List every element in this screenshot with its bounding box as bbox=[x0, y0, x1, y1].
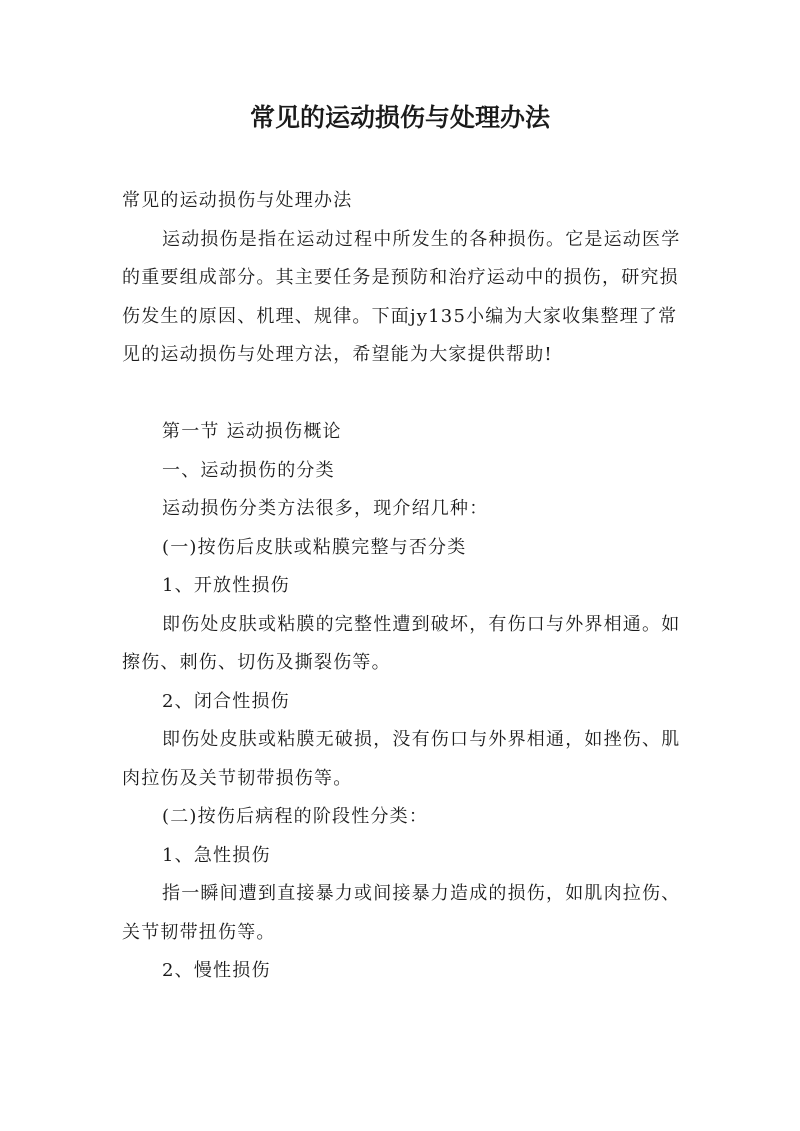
blank-line bbox=[122, 375, 684, 414]
paragraph: 运动损伤分类方法很多，现介绍几种： bbox=[162, 498, 489, 519]
item-heading: 1、开放性损伤 bbox=[162, 575, 290, 596]
document-body bbox=[122, 182, 684, 991]
item-heading: 2、闭合性损伤 bbox=[162, 690, 290, 712]
category-heading: (一)按伤后皮肤或粘膜完整与否分类 bbox=[162, 536, 467, 558]
section-heading: 第一节 运动损伤概论 bbox=[162, 421, 342, 442]
category-heading: (二)按伤后病程的阶段性分类： bbox=[162, 806, 429, 827]
item-heading: 2、慢性损伤 bbox=[162, 960, 271, 981]
intro-paragraph: 运动损伤是指在运动过程中所发生的各种损伤。它是运动医学的重要组成部分。其主要任务是预防和治疗运动中的损伤，研究损伤发生的原因、机理、规律。下面jy135小编为大家收集整理了常见的运动损伤与处理方法，希望能为大家提供帮助! bbox=[122, 228, 681, 365]
paragraph: 即伤处皮肤或粘膜无破损，没有伤口与外界相通，如挫伤、肌肉拉伤及关节韧带损伤等。 bbox=[122, 729, 681, 789]
paragraph: 指一瞬间遭到直接暴力或间接暴力造成的损伤，如肌肉拉伤、关节韧带扭伤等。 bbox=[122, 883, 681, 943]
item-heading: 1、急性损伤 bbox=[162, 844, 271, 866]
subtitle-line: 常见的运动损伤与处理办法 bbox=[122, 190, 353, 211]
document-title: 常见的运动损伤与处理办法 bbox=[249, 103, 550, 132]
subsection-heading: 一、运动损伤的分类 bbox=[162, 459, 335, 481]
paragraph: 即伤处皮肤或粘膜的完整性遭到破坏，有伤口与外界相通。如擦伤、刺伤、切伤及撕裂伤等。 bbox=[122, 613, 681, 673]
